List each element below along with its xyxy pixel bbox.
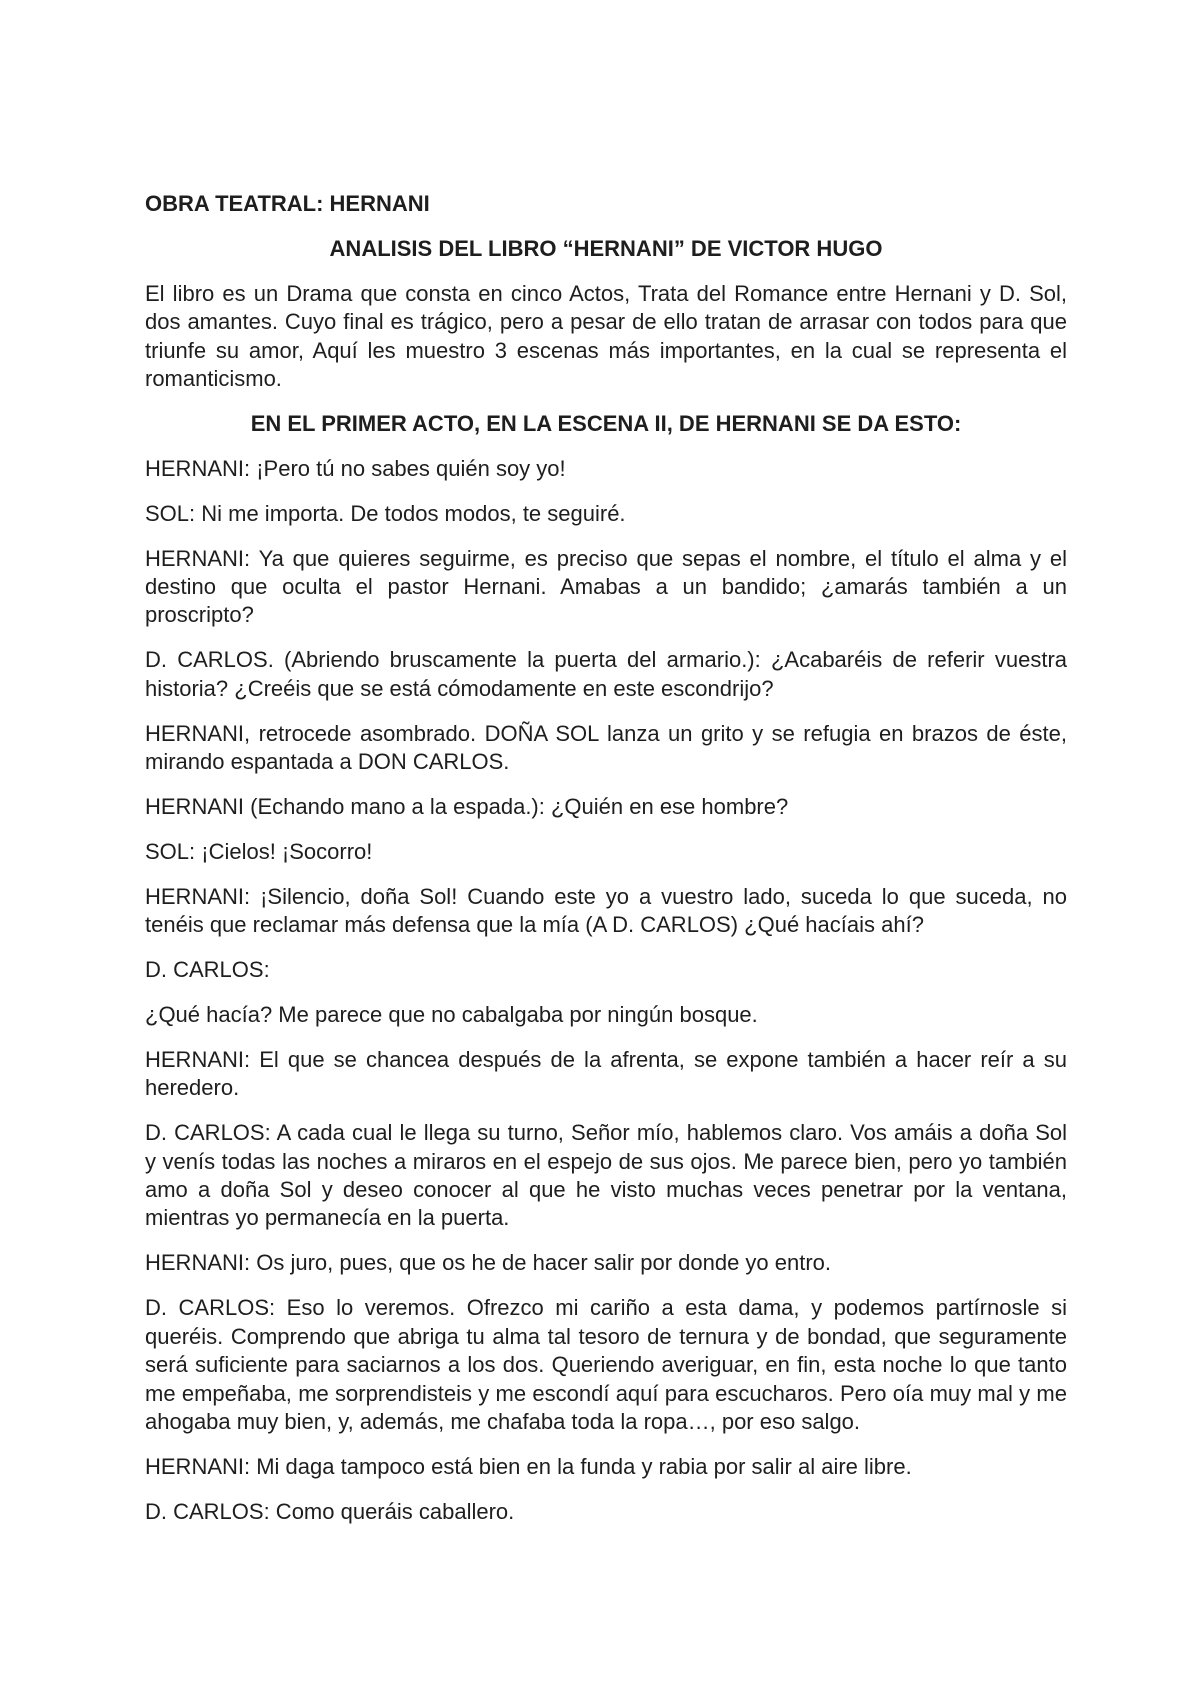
dialogue-line: HERNANI: ¡Pero tú no sabes quién soy yo! bbox=[145, 455, 566, 481]
dialogue-line: HERNANI: ¡Silencio, doña Sol! Cuando este yo a vuestro lado, suceda lo que suceda, no tenéis que reclamar más defensa que la mía (A D. CARLOS) ¿Qué hacíais ahí? bbox=[145, 883, 1067, 938]
scene-heading: EN EL PRIMER ACTO, EN LA ESCENA II, DE HERNANI SE DA ESTO: bbox=[250, 410, 962, 436]
document-body bbox=[145, 190, 1067, 1543]
dialogue-line: HERNANI: El que se chancea después de la afrenta, se expone también a hacer reír a su heredero. bbox=[145, 1046, 1067, 1101]
dialogue-line: D. CARLOS: Como queráis caballero. bbox=[145, 1498, 515, 1524]
dialogue-line: HERNANI: Mi daga tampoco está bien en la funda y rabia por salir al aire libre. bbox=[145, 1453, 912, 1479]
dialogue-line: HERNANI: Ya que quieres seguirme, es preciso que sepas el nombre, el título el alma y el destino que oculta el pastor Hernani. Amabas a un bandido; ¿amarás también a un proscripto? bbox=[145, 545, 1067, 628]
document-subtitle: ANALISIS DEL LIBRO “HERNANI” DE VICTOR HUGO bbox=[329, 235, 883, 261]
dialogue-line: SOL: Ni me importa. De todos modos, te seguiré. bbox=[145, 500, 626, 526]
dialogue-line: ¿Qué hacía? Me parece que no cabalgaba por ningún bosque. bbox=[145, 1002, 758, 1028]
dialogue-line: D. CARLOS: A cada cual le llega su turno, Señor mío, hablemos claro. Vos amáis a doña Sol y venís todas las noches a miraros en el espejo de sus ojos. Me parece bien, pero yo también amo a doña Sol y deseo conocer al que he visto muchas veces penetrar por la ventana, mientras yo permanecía en la puerta. bbox=[145, 1120, 1067, 1231]
intro-paragraph: El libro es un Drama que consta en cinco Actos, Trata del Romance entre Hernani y D. Sol, dos amantes. Cuyo final es trágico, pero a pesar de ello tratan de arrasar con todos para que triunfe su amor, Aquí les muestro 3 escenas más importantes, en la cual se representa el romanticismo. bbox=[145, 280, 1067, 392]
dialogue-line: D. CARLOS: Eso lo veremos. Ofrezco mi cariño a esta dama, y podemos partírnosle si queréis. Comprendo que abriga tu alma tal tesoro de ternura y de bondad, que seguramente será suficiente para saciarnos a los dos. Queriendo averiguar, en fin, esta noche lo que tanto me empeñaba, me sorprendisteis y me escondí aquí para escucharos. Pero oía muy mal y me ahogaba muy bien, y, además, me chafaba toda la ropa…, por eso salgo. bbox=[145, 1295, 1067, 1434]
speaker-label: D. CARLOS: bbox=[145, 957, 270, 983]
dialogue-line: SOL: ¡Cielos! ¡Socorro! bbox=[145, 838, 373, 864]
document-title: OBRA TEATRAL: HERNANI bbox=[145, 191, 430, 216]
dialogue-line: HERNANI (Echando mano a la espada.): ¿Quién en ese hombre? bbox=[145, 794, 789, 819]
dialogue-line: HERNANI: Os juro, pues, que os he de hacer salir por donde yo entro. bbox=[145, 1250, 832, 1276]
dialogue-line: D. CARLOS. (Abriendo bruscamente la puerta del armario.): ¿Acabaréis de referir vuestra historia? ¿Creéis que se está cómodamente en este escondrijo? bbox=[145, 647, 1067, 701]
stage-direction: HERNANI, retrocede asombrado. DOÑA SOL lanza un grito y se refugia en brazos de éste, mirando espantada a DON CARLOS. bbox=[145, 720, 1067, 775]
